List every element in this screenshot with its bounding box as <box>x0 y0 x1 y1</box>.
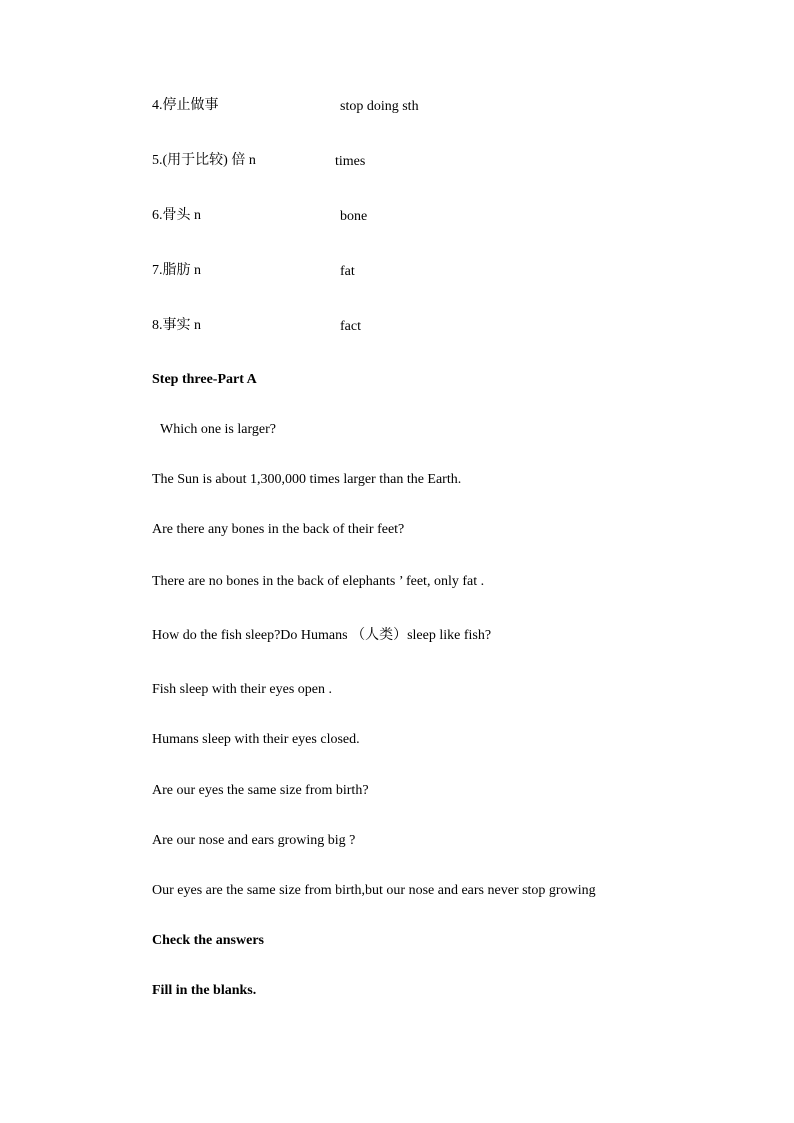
text-line-10: Our eyes are the same size from birth,but our nose and ears never stop growing <box>152 883 596 898</box>
vocab-item-7-chinese: 7.脂肪 n <box>152 263 201 278</box>
text-line-6: Fish sleep with their eyes open . <box>152 682 333 697</box>
vocab-item-5-english: times <box>335 154 366 169</box>
vocab-item-6-english: bone <box>340 209 368 224</box>
check-answers-heading: Check the answers <box>152 933 264 948</box>
vocab-item-5-chinese: 5.(用于比较) 倍 n <box>152 153 256 168</box>
text-line-9: Are our nose and ears growing big ? <box>152 833 356 848</box>
vocab-item-8-english: fact <box>340 319 361 334</box>
text-line-3: Are there any bones in the back of their feet? <box>152 522 405 537</box>
section-heading: Step three-Part A <box>152 372 257 387</box>
vocab-item-4-english: stop doing sth <box>340 99 419 114</box>
fill-blanks-heading: Fill in the blanks. <box>152 983 257 998</box>
text-line-1: Which one is larger? <box>160 422 276 437</box>
vocab-item-7-english: fat <box>340 264 355 279</box>
text-line-5: How do the fish sleep?Do Humans （人类）sleep like fish? <box>152 628 492 643</box>
text-line-7: Humans sleep with their eyes closed. <box>152 732 360 747</box>
text-line-8: Are our eyes the same size from birth? <box>152 783 369 798</box>
vocab-item-8-chinese: 8.事实 n <box>152 318 201 333</box>
text-line-4: There are no bones in the back of elephants ’ feet, only fat . <box>152 574 485 589</box>
vocab-item-4-chinese: 4.停止做事 <box>152 98 219 113</box>
vocab-item-6-chinese: 6.骨头 n <box>152 208 201 223</box>
text-line-2: The Sun is about 1,300,000 times larger than the Earth. <box>152 472 462 487</box>
